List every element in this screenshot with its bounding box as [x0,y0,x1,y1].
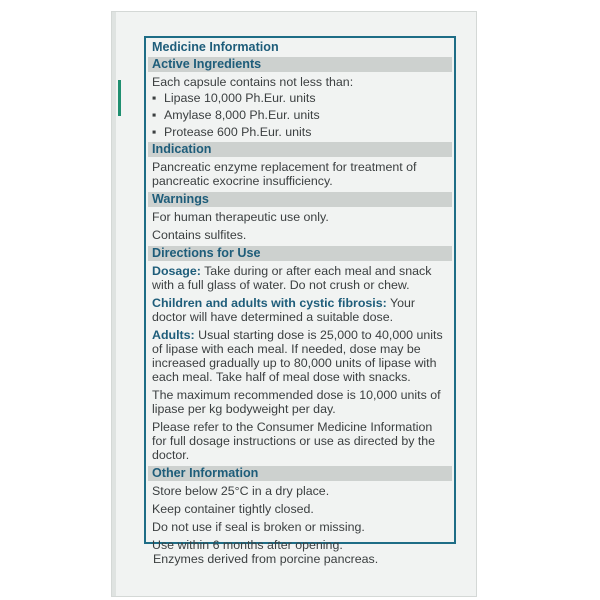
ingredient-item [148,125,452,139]
refer-paragraph: Please refer to the Consumer Medicine Information for full dosage instructions or use as directed by the doctor. [152,420,436,462]
adults-text: Usual starting dose is 25,000 to 40,000 units of lipase with each meal. If needed, dose may be increased gradually up to 80,000 units of lipase with each meal. Take half of meal dose with snacks. [152,328,443,384]
storage-line: Use within 6 months after opening. [152,538,343,552]
indication-text: Pancreatic enzyme replacement for treatment of pancreatic exocrine insufficiency. [152,160,417,188]
ingredient-label: Protease 600 Ph.Eur. units [164,125,312,139]
bullet-icon: ▪ [152,108,157,122]
adults-paragraph [148,328,452,384]
cystic-fibrosis-paragraph [148,296,452,324]
panel-title: Medicine Information [152,40,279,54]
bullet-icon: ▪ [152,125,157,139]
storage-line: Do not use if seal is broken or missing. [152,520,365,534]
bullet-icon: ▪ [152,91,157,105]
information-panel [144,36,456,552]
warning-line: Contains sulfites. [152,228,247,242]
ingredient-label: Amylase 8,000 Ph.Eur. units [164,108,320,122]
box-side-edge [112,12,116,596]
section-heading-warnings: Warnings [148,192,452,207]
dosage-text: Take during or after each meal and snack with a full glass of water. Do not crush or chew. [152,264,432,292]
maximum-dose-paragraph: The maximum recommended dose is 10,000 units of lipase per kg bodyweight per day. [152,388,441,416]
green-accent-stripe [118,80,121,116]
section-heading-active-ingredients: Active Ingredients [148,57,452,72]
panel-content [148,38,452,556]
dosage-paragraph [148,264,452,292]
ingredient-label: Lipase 10,000 Ph.Eur. units [164,91,316,105]
ingredient-item [148,91,452,105]
active-intro: Each capsule contains not less than: [152,75,354,89]
ingredient-item [148,108,452,122]
storage-line: Store below 25°C in a dry place. [152,484,330,498]
section-heading-other-information: Other Information [148,466,452,481]
storage-line: Keep container tightly closed. [152,502,314,516]
section-heading-indication: Indication [148,142,452,157]
cystic-fibrosis-label: Children and adults with cystic fibrosis: [152,296,387,310]
warning-line: For human therapeutic use only. [152,210,329,224]
cystic-fibrosis-text: Your doctor will have determined a suitable dose. [152,296,416,324]
section-heading-directions: Directions for Use [148,246,452,261]
enzyme-source-note: Enzymes derived from porcine pancreas. [153,552,379,566]
dosage-label: Dosage: [152,264,201,278]
adults-label: Adults: [152,328,195,342]
